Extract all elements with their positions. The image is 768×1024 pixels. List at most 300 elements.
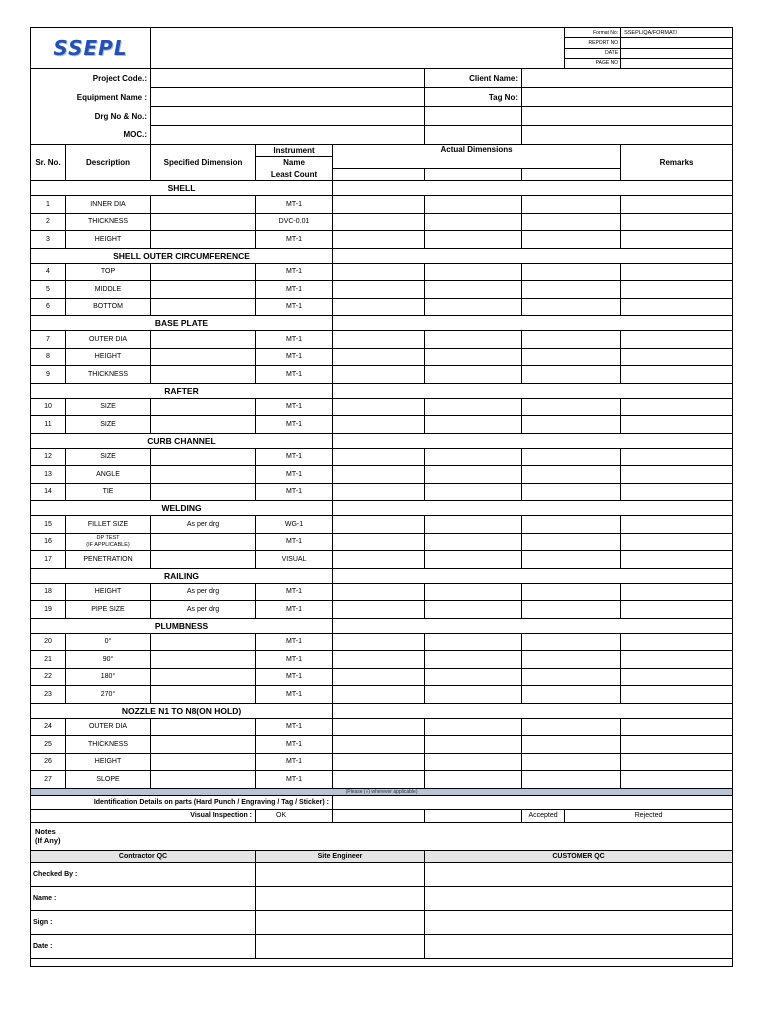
table-row — [31, 416, 733, 434]
inspection-table — [30, 27, 733, 967]
row-description: 90° — [66, 651, 151, 669]
moc-field[interactable] — [151, 126, 425, 145]
row-actual-1[interactable] — [333, 263, 425, 281]
client-name-label: Client Name: — [425, 69, 522, 88]
row-actual-1[interactable] — [333, 651, 425, 669]
name-site-field[interactable] — [256, 886, 425, 910]
row-number: 8 — [31, 348, 66, 366]
table-row — [31, 213, 733, 231]
row-actual-3[interactable] — [522, 753, 621, 771]
row-actual-2[interactable] — [425, 416, 522, 434]
row-description: SIZE — [66, 398, 151, 416]
section-title: CURB CHANNEL — [31, 433, 333, 448]
section-filler — [333, 248, 733, 263]
row-description: HEIGHT — [66, 583, 151, 601]
row-instrument: MT-1 — [256, 718, 333, 736]
row-description: PENETRATION — [66, 551, 151, 569]
row-number: 1 — [31, 196, 66, 214]
bottom-blank-row — [31, 958, 733, 966]
row-instrument: MT-1 — [256, 416, 333, 434]
checked-by-customer-field[interactable] — [425, 862, 733, 886]
row-description: PIPE SIZE — [66, 601, 151, 619]
row-actual-1[interactable] — [333, 753, 425, 771]
row-remarks[interactable] — [621, 583, 733, 601]
row-actual-2[interactable] — [425, 348, 522, 366]
row-actual-2[interactable] — [425, 516, 522, 534]
row-remarks[interactable] — [621, 331, 733, 349]
table-row — [31, 331, 733, 349]
row-actual-2[interactable] — [425, 601, 522, 619]
client-name-field[interactable] — [522, 69, 733, 88]
row-specified-dimension[interactable] — [151, 281, 256, 299]
row-instrument: MT-1 — [256, 771, 333, 789]
project-code-field[interactable] — [151, 69, 425, 88]
row-actual-3[interactable] — [522, 601, 621, 619]
actual-dim-sub-1 — [333, 169, 425, 181]
row-actual-2[interactable] — [425, 736, 522, 754]
row-instrument: MT-1 — [256, 686, 333, 704]
table-row — [31, 533, 733, 551]
accepted-check-box[interactable] — [425, 809, 522, 822]
row-description: HEIGHT — [66, 231, 151, 249]
row-actual-3[interactable] — [522, 348, 621, 366]
row-remarks[interactable] — [621, 448, 733, 466]
row-description: SIZE — [66, 416, 151, 434]
row-remarks[interactable] — [621, 263, 733, 281]
row-actual-3[interactable] — [522, 668, 621, 686]
row-description: INNER DIA — [66, 196, 151, 214]
row-instrument: WG-1 — [256, 516, 333, 534]
row-specified-dimension[interactable]: As per drg — [151, 601, 256, 619]
row-instrument: MT-1 — [256, 366, 333, 384]
drg-no-field[interactable] — [151, 107, 425, 126]
report-no-value[interactable] — [621, 38, 733, 48]
sign-label[interactable]: Sign : — [31, 910, 256, 934]
tag-no-field[interactable] — [522, 88, 733, 107]
row-remarks[interactable] — [621, 213, 733, 231]
format-no-label: Format No: — [565, 28, 621, 38]
row-actual-3[interactable] — [522, 366, 621, 384]
row-number: 7 — [31, 331, 66, 349]
row-actual-1[interactable] — [333, 231, 425, 249]
row-actual-1[interactable] — [333, 633, 425, 651]
row-specified-dimension[interactable] — [151, 213, 256, 231]
col-header-specified-dimension: Specified Dimension — [151, 145, 256, 181]
row-actual-1[interactable] — [333, 348, 425, 366]
row-instrument: MT-1 — [256, 231, 333, 249]
row-instrument: MT-1 — [256, 651, 333, 669]
row-actual-3[interactable] — [522, 331, 621, 349]
row-number: 2 — [31, 213, 66, 231]
name-customer-field[interactable] — [425, 886, 733, 910]
row-specified-dimension[interactable] — [151, 686, 256, 704]
logo-cell — [31, 28, 151, 69]
row-specified-dimension[interactable] — [151, 736, 256, 754]
row-remarks[interactable] — [621, 196, 733, 214]
row-description: OUTER DIA — [66, 718, 151, 736]
row-actual-1[interactable] — [333, 551, 425, 569]
row-number: 14 — [31, 483, 66, 501]
row-specified-dimension[interactable] — [151, 483, 256, 501]
table-row — [31, 483, 733, 501]
row-actual-3[interactable] — [522, 466, 621, 484]
row-number: 4 — [31, 263, 66, 281]
section-filler — [333, 501, 733, 516]
row-remarks[interactable] — [621, 718, 733, 736]
row-description: THICKNESS — [66, 736, 151, 754]
row-actual-3[interactable] — [522, 516, 621, 534]
row-remarks[interactable] — [621, 516, 733, 534]
row-actual-2[interactable] — [425, 466, 522, 484]
row-actual-2[interactable] — [425, 281, 522, 299]
tag-no-label: Tag No: — [425, 88, 522, 107]
row-number: 21 — [31, 651, 66, 669]
checked-by-label[interactable]: Checked By : — [31, 862, 256, 886]
row-specified-dimension[interactable]: As per drg — [151, 516, 256, 534]
row-actual-2[interactable] — [425, 448, 522, 466]
row-actual-2[interactable] — [425, 771, 522, 789]
section-filler — [333, 383, 733, 398]
row-actual-3[interactable] — [522, 686, 621, 704]
row-actual-3[interactable] — [522, 633, 621, 651]
row-specified-dimension[interactable] — [151, 263, 256, 281]
identification-label: Identification Details on parts (Hard Punch / Engraving / Tag / Sticker) : — [31, 795, 333, 809]
col-header-remarks: Remarks — [621, 145, 733, 181]
row-actual-3[interactable] — [522, 281, 621, 299]
row-actual-3[interactable] — [522, 263, 621, 281]
table-row — [31, 736, 733, 754]
row-actual-2[interactable] — [425, 331, 522, 349]
row-specified-dimension[interactable] — [151, 651, 256, 669]
row-description: 270° — [66, 686, 151, 704]
row-specified-dimension[interactable] — [151, 551, 256, 569]
row-number: 12 — [31, 448, 66, 466]
row-number: 24 — [31, 718, 66, 736]
row-description-line2: (IF APPLICABLE) — [86, 541, 130, 548]
row-actual-3[interactable] — [522, 398, 621, 416]
row-actual-1[interactable] — [333, 686, 425, 704]
col-header-instrument-name: Name — [256, 157, 333, 169]
row-instrument: MT-1 — [256, 448, 333, 466]
row-actual-2[interactable] — [425, 718, 522, 736]
section-filler — [333, 618, 733, 633]
table-row — [31, 668, 733, 686]
project-code-label: Project Code.: — [31, 69, 151, 88]
row-actual-1[interactable] — [333, 533, 425, 551]
date-label: DATE — [565, 48, 621, 58]
row-specified-dimension[interactable] — [151, 366, 256, 384]
row-specified-dimension[interactable] — [151, 466, 256, 484]
row-actual-3[interactable] — [522, 551, 621, 569]
row-number: 15 — [31, 516, 66, 534]
row-instrument: MT-1 — [256, 533, 333, 551]
sign-site-field[interactable] — [256, 910, 425, 934]
row-actual-1[interactable] — [333, 366, 425, 384]
row-specified-dimension[interactable] — [151, 398, 256, 416]
sign-customer-field[interactable] — [425, 910, 733, 934]
row-remarks[interactable] — [621, 398, 733, 416]
table-row — [31, 366, 733, 384]
row-specified-dimension[interactable] — [151, 231, 256, 249]
row-instrument: MT-1 — [256, 263, 333, 281]
date-site-field[interactable] — [256, 934, 425, 958]
col-header-instrument: Instrument — [256, 145, 333, 157]
row-actual-1[interactable] — [333, 298, 425, 316]
row-actual-2[interactable] — [425, 651, 522, 669]
row-instrument: MT-1 — [256, 398, 333, 416]
row-actual-2[interactable] — [425, 686, 522, 704]
row-actual-1[interactable] — [333, 466, 425, 484]
row-instrument: MT-1 — [256, 348, 333, 366]
row-actual-3[interactable] — [522, 771, 621, 789]
col-header-sr-no: Sr. No. — [31, 145, 66, 181]
row-description-line1: DP TEST — [96, 534, 120, 541]
row-specified-dimension[interactable] — [151, 331, 256, 349]
row-remarks[interactable] — [621, 771, 733, 789]
row-actual-3[interactable] — [522, 736, 621, 754]
row-actual-3[interactable] — [522, 448, 621, 466]
row-instrument: MT-1 — [256, 466, 333, 484]
table-row — [31, 686, 733, 704]
row-number: 23 — [31, 686, 66, 704]
row-instrument: DVC-0.01 — [256, 213, 333, 231]
row-actual-2[interactable] — [425, 196, 522, 214]
drg-no-label: Drg No & No.: — [31, 107, 151, 126]
row-remarks[interactable] — [621, 366, 733, 384]
row-number: 19 — [31, 601, 66, 619]
row-description: MIDDLE — [66, 281, 151, 299]
section-filler — [333, 703, 733, 718]
table-row — [31, 551, 733, 569]
table-row — [31, 633, 733, 651]
notes-label: Notes — [35, 827, 56, 836]
section-filler — [333, 181, 733, 196]
row-specified-dimension[interactable] — [151, 718, 256, 736]
row-actual-2[interactable] — [425, 551, 522, 569]
row-number: 3 — [31, 231, 66, 249]
row-actual-3[interactable] — [522, 298, 621, 316]
row-remarks[interactable] — [621, 633, 733, 651]
row-actual-3[interactable] — [522, 533, 621, 551]
row-remarks[interactable] — [621, 551, 733, 569]
row-number: 18 — [31, 583, 66, 601]
row-specified-dimension[interactable] — [151, 448, 256, 466]
row-specified-dimension[interactable] — [151, 348, 256, 366]
row-description: TOP — [66, 263, 151, 281]
row-number: 27 — [31, 771, 66, 789]
row-number: 11 — [31, 416, 66, 434]
drg-extra-field-2[interactable] — [522, 107, 733, 126]
section-title: WELDING — [31, 501, 333, 516]
report-no-label: REPORT NO — [565, 38, 621, 48]
row-actual-2[interactable] — [425, 298, 522, 316]
row-remarks[interactable] — [621, 281, 733, 299]
row-specified-dimension[interactable] — [151, 753, 256, 771]
row-specified-dimension[interactable]: As per drg — [151, 583, 256, 601]
row-actual-2[interactable] — [425, 231, 522, 249]
row-actual-3[interactable] — [522, 231, 621, 249]
row-actual-1[interactable] — [333, 331, 425, 349]
row-actual-2[interactable] — [425, 366, 522, 384]
row-description: FILLET SIZE — [66, 516, 151, 534]
row-number: 9 — [31, 366, 66, 384]
row-actual-2[interactable] — [425, 583, 522, 601]
row-description: ANGLE — [66, 466, 151, 484]
table-row — [31, 281, 733, 299]
row-actual-1[interactable] — [333, 718, 425, 736]
row-instrument: MT-1 — [256, 483, 333, 501]
section-title: NOZZLE N1 TO N8(ON HOLD) — [31, 703, 333, 718]
table-row — [31, 651, 733, 669]
format-no-value[interactable]: SSEPL/QA/FORMAT/ — [621, 28, 733, 38]
row-remarks[interactable] — [621, 736, 733, 754]
customer-qc-header: CUSTOMER QC — [425, 850, 733, 862]
equipment-name-label: Equipment Name : — [31, 88, 151, 107]
actual-dim-sub-3 — [522, 169, 621, 181]
section-title: RAFTER — [31, 383, 333, 398]
row-description: HEIGHT — [66, 348, 151, 366]
row-actual-1[interactable] — [333, 213, 425, 231]
row-instrument: MT-1 — [256, 633, 333, 651]
row-remarks[interactable] — [621, 348, 733, 366]
row-specified-dimension[interactable] — [151, 533, 256, 551]
row-actual-2[interactable] — [425, 398, 522, 416]
site-engineer-header: Site Engineer — [256, 850, 425, 862]
date-customer-field[interactable] — [425, 934, 733, 958]
col-header-description: Description — [66, 145, 151, 181]
row-instrument: MT-1 — [256, 601, 333, 619]
actual-dim-sub-2 — [425, 169, 522, 181]
row-specified-dimension[interactable] — [151, 633, 256, 651]
row-actual-1[interactable] — [333, 398, 425, 416]
row-actual-2[interactable] — [425, 483, 522, 501]
row-actual-2[interactable] — [425, 633, 522, 651]
col-header-actual-dimensions: Actual Dimensions — [333, 145, 621, 169]
row-remarks[interactable] — [621, 753, 733, 771]
row-actual-1[interactable] — [333, 483, 425, 501]
table-row — [31, 771, 733, 789]
row-actual-1[interactable] — [333, 736, 425, 754]
date-value[interactable] — [621, 48, 733, 58]
row-specified-dimension[interactable] — [151, 416, 256, 434]
rejected-option[interactable]: Rejected — [565, 809, 733, 822]
row-actual-1[interactable] — [333, 416, 425, 434]
row-actual-3[interactable] — [522, 583, 621, 601]
row-remarks[interactable] — [621, 533, 733, 551]
row-actual-3[interactable] — [522, 718, 621, 736]
row-actual-1[interactable] — [333, 196, 425, 214]
row-actual-1[interactable] — [333, 583, 425, 601]
row-remarks[interactable] — [621, 483, 733, 501]
row-actual-3[interactable] — [522, 483, 621, 501]
row-description — [66, 533, 151, 551]
row-instrument: MT-1 — [256, 281, 333, 299]
inspection-sections — [31, 181, 733, 789]
row-remarks[interactable] — [621, 601, 733, 619]
row-instrument: MT-1 — [256, 331, 333, 349]
notes-sub-label: (If Any) — [35, 836, 61, 845]
row-actual-2[interactable] — [425, 753, 522, 771]
header-title-blank — [151, 28, 565, 69]
row-specified-dimension[interactable] — [151, 298, 256, 316]
row-remarks[interactable] — [621, 416, 733, 434]
row-description: TIE — [66, 483, 151, 501]
table-row — [31, 718, 733, 736]
accepted-option[interactable]: Accepted — [522, 809, 565, 822]
row-number: 16 — [31, 533, 66, 551]
table-row — [31, 231, 733, 249]
row-instrument: MT-1 — [256, 736, 333, 754]
page-no-value[interactable] — [621, 58, 733, 68]
row-remarks[interactable] — [621, 668, 733, 686]
row-actual-1[interactable] — [333, 668, 425, 686]
row-actual-1[interactable] — [333, 601, 425, 619]
row-description: 0° — [66, 633, 151, 651]
row-number: 25 — [31, 736, 66, 754]
name-label[interactable]: Name : — [31, 886, 256, 910]
drg-extra-field[interactable] — [425, 107, 522, 126]
row-instrument: MT-1 — [256, 753, 333, 771]
checked-by-site-field[interactable] — [256, 862, 425, 886]
row-remarks[interactable] — [621, 231, 733, 249]
equipment-name-field[interactable] — [151, 88, 425, 107]
row-specified-dimension[interactable] — [151, 196, 256, 214]
ok-check-box[interactable] — [333, 809, 425, 822]
date-sign-label[interactable]: Date : — [31, 934, 256, 958]
row-actual-3[interactable] — [522, 651, 621, 669]
row-description: HEIGHT — [66, 753, 151, 771]
moc-extra-field-2[interactable] — [522, 126, 733, 145]
row-remarks[interactable] — [621, 298, 733, 316]
row-actual-3[interactable] — [522, 213, 621, 231]
table-row — [31, 466, 733, 484]
row-description: SIZE — [66, 448, 151, 466]
visual-inspection-label: Visual Inspection : — [31, 809, 256, 822]
row-actual-1[interactable] — [333, 281, 425, 299]
ok-option[interactable]: OK — [256, 809, 333, 822]
row-number: 5 — [31, 281, 66, 299]
page-no-label: PAGE NO — [565, 58, 621, 68]
row-actual-1[interactable] — [333, 448, 425, 466]
row-remarks[interactable] — [621, 651, 733, 669]
row-actual-1[interactable] — [333, 516, 425, 534]
row-specified-dimension[interactable] — [151, 771, 256, 789]
table-row — [31, 348, 733, 366]
col-header-least-count: Least Count — [256, 169, 333, 181]
row-actual-2[interactable] — [425, 213, 522, 231]
row-number: 13 — [31, 466, 66, 484]
row-description: SLOPE — [66, 771, 151, 789]
moc-extra-field[interactable] — [425, 126, 522, 145]
row-number: 22 — [31, 668, 66, 686]
row-actual-2[interactable] — [425, 263, 522, 281]
row-instrument: MT-1 — [256, 583, 333, 601]
identification-field[interactable] — [333, 795, 733, 809]
table-row — [31, 448, 733, 466]
notes-field[interactable] — [31, 822, 733, 850]
row-actual-2[interactable] — [425, 668, 522, 686]
table-row — [31, 398, 733, 416]
row-remarks[interactable] — [621, 686, 733, 704]
row-actual-1[interactable] — [333, 771, 425, 789]
row-actual-3[interactable] — [522, 416, 621, 434]
row-actual-2[interactable] — [425, 533, 522, 551]
row-actual-3[interactable] — [522, 196, 621, 214]
section-title: PLUMBNESS — [31, 618, 333, 633]
row-specified-dimension[interactable] — [151, 668, 256, 686]
row-instrument: MT-1 — [256, 668, 333, 686]
row-remarks[interactable] — [621, 466, 733, 484]
